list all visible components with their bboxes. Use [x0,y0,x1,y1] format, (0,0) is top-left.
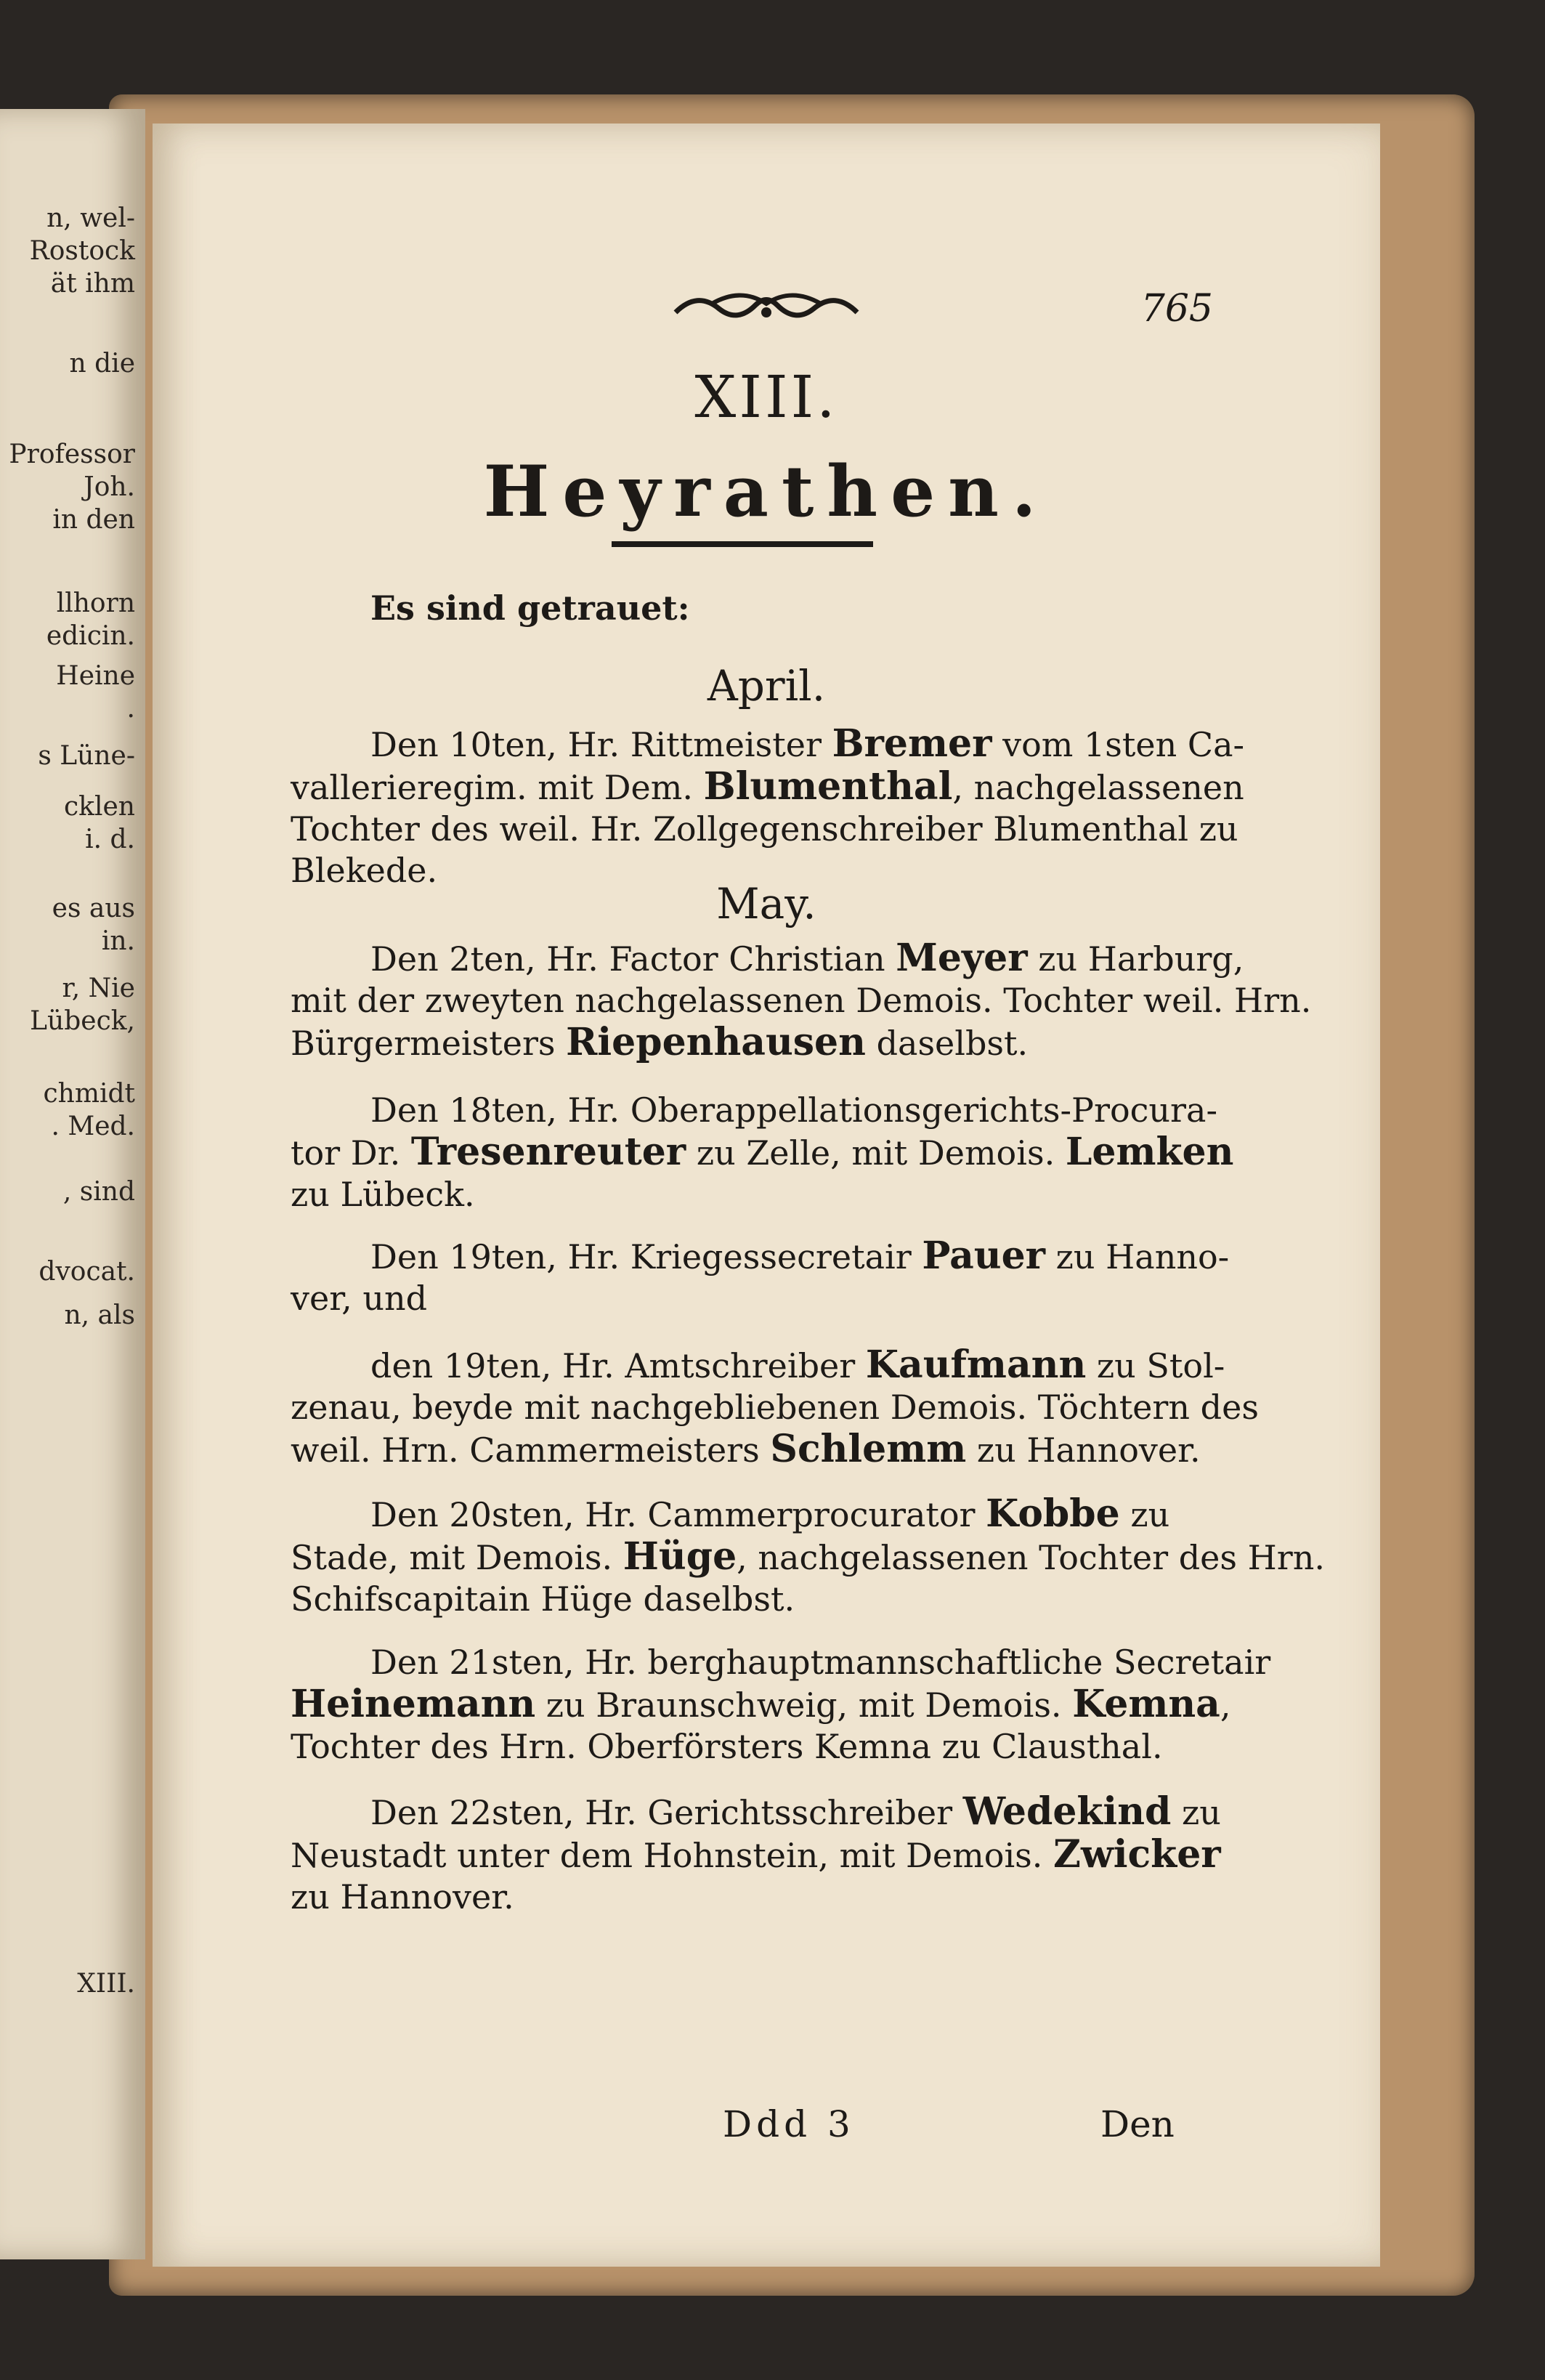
entry-text: zu Hanno- [1045,1237,1230,1276]
entry-line [291,1834,1337,1877]
person-name: Bremer [832,721,992,766]
left-page-fragment: . [126,694,135,724]
left-page-fragment: s Lüne- [38,741,135,771]
entry-text: Neustadt unter dem Hohnstein, mit Demois. [291,1836,1054,1875]
left-page-fragment: in. [101,926,135,956]
left-page-fragment: r, Nie [62,974,135,1003]
section-title: Heyrathen. [483,450,1050,533]
entry-text: mit der zweyten nachgelassenen Demois. Tochter weil. Hrn. [291,981,1312,1020]
entry-line [291,1642,1337,1683]
left-page-fragment: cklen [64,792,135,822]
left-page-fragment: chmidt [43,1079,135,1109]
left-page-fragment: Rostock [29,236,135,266]
person-name: Tresenreuter [410,1130,686,1174]
entry-text: , [1220,1685,1231,1725]
person-name: Blumenthal [703,764,953,809]
left-page-fragment: , sind [62,1177,135,1207]
entry-text: daselbst. [865,1024,1029,1063]
marriage-entry [291,1235,1337,1319]
entry-line [291,1579,1337,1620]
title-rule [612,541,873,547]
entry-text: Den 20sten, Hr. Cammerprocurator [370,1495,986,1534]
person-name: Meyer [896,936,1028,980]
entry-line [291,723,1337,766]
person-name: Hüge [623,1534,737,1579]
marriage-entry [291,937,1337,1064]
left-page-fragment: i. d. [85,825,135,854]
marriage-entry [291,723,1337,891]
entry-line [291,1428,1337,1471]
entry-line [291,1174,1337,1215]
left-page-fragment: Heine [56,661,135,691]
entry-text: zu [1171,1793,1221,1832]
entry-text: tor Dr. [291,1133,411,1173]
left-page-fragment: Joh. [84,472,135,502]
person-name: Zwicker [1053,1832,1221,1877]
page-number: 765 [1140,287,1213,331]
entry-text: zu Hannover. [966,1430,1201,1470]
person-name: Lemken [1065,1130,1234,1174]
left-page-edge [0,109,145,2259]
entry-line [291,937,1337,980]
entry-line [291,766,1337,809]
left-page-fragment: edicin. [46,621,135,651]
entry-text: den 19ten, Hr. Amtschreiber [370,1346,866,1385]
left-page-fragment: llhorn [56,588,135,618]
entry-text: ver, und [291,1279,428,1318]
left-page-fragment: n, wel- [46,203,135,233]
month-heading-may: May. [716,879,816,928]
entry-line [291,1877,1337,1918]
entry-text: Den 10ten, Hr. Rittmeister [370,725,832,764]
entry-text: Den 22sten, Hr. Gerichtsschreiber [370,1793,963,1832]
person-name: Kemna [1072,1682,1220,1726]
entry-text: Den 19ten, Hr. Kriegessecretair [370,1237,922,1276]
left-page-fragment: n die [69,349,135,379]
entry-text: vom 1sten Ca- [992,725,1245,764]
entry-text: Bürgermeisters [291,1024,567,1063]
marriage-entry [291,1090,1337,1215]
entry-text: zu Braunschweig, mit Demois. [535,1685,1073,1725]
signature-mark: Ddd 3 [723,2103,855,2145]
entry-line [291,1235,1337,1278]
left-page-fragment: XIII. [77,1969,135,1999]
person-name: Kaufmann [865,1343,1087,1387]
entry-line [291,1791,1337,1834]
entry-line [291,809,1337,850]
entry-line [291,1344,1337,1387]
entry-text: Tochter des Hrn. Oberförsters Kemna zu Clausthal. [291,1727,1163,1766]
entry-text: zu Zelle, mit Demois. [686,1133,1066,1173]
entry-text: zu Stol- [1086,1346,1225,1385]
person-name: Kobbe [986,1491,1120,1536]
entry-text: weil. Hrn. Cammermeisters [291,1430,771,1470]
person-name: Pauer [922,1234,1046,1278]
entry-text: zu Hannover. [291,1877,514,1916]
left-page-fragment: n, als [64,1300,135,1330]
person-name: Riepenhausen [566,1020,866,1064]
intro-text: Es sind getrauet: [370,588,690,628]
entry-line [291,1387,1337,1428]
catchword: Den [1100,2103,1175,2145]
entry-line [291,1131,1337,1174]
left-page-fragment: Lübeck, [30,1006,135,1036]
left-page-fragment: in den [52,505,135,535]
marriage-entry [291,1493,1337,1620]
left-page-fragment: Professor [9,440,135,469]
section-numeral: XIII. [694,363,838,431]
marriage-entry [291,1642,1337,1768]
entry-text: vallerieregim. mit Dem. [291,768,704,807]
marriage-entry [291,1791,1337,1918]
person-name: Wedekind [962,1789,1172,1834]
entry-text: , nachgelassenen Tochter des Hrn. [737,1538,1325,1577]
entry-text: Stade, mit Demois. [291,1538,623,1577]
entry-line [291,1090,1337,1131]
entry-text: Den 2ten, Hr. Factor Christian [370,939,896,979]
entry-text: zenau, beyde mit nachgebliebenen Demois. Töchtern des [291,1388,1259,1427]
entry-line [291,1536,1337,1579]
entry-text: zu Harburg, [1027,939,1244,979]
entry-text: Den 18ten, Hr. Oberappellationsgerichts-Procura- [370,1090,1218,1130]
entry-line [291,1278,1337,1319]
entry-line [291,1683,1337,1726]
right-page [153,124,1380,2267]
month-heading-april: April. [707,661,826,711]
person-name: Heinemann [291,1682,536,1726]
entry-text: zu Lübeck. [291,1175,475,1214]
marriage-entry [291,1344,1337,1471]
person-name: Schlemm [770,1427,967,1471]
entry-line [291,980,1337,1021]
left-page-fragment: es aus [52,894,135,923]
entry-text: Schifscapitain Hüge daselbst. [291,1579,795,1619]
entry-line [291,1021,1337,1064]
entry-line [291,1493,1337,1536]
entry-text: Tochter des weil. Hr. Zollgegenschreiber Blumenthal zu [291,809,1238,849]
entry-text: , nachgelassenen [952,768,1244,807]
entry-text: zu [1119,1495,1170,1534]
left-page-fragment: . Med. [51,1112,135,1141]
entry-text: Den 21sten, Hr. berghauptmannschaftliche Secretair [370,1643,1271,1682]
entry-line [291,1726,1337,1768]
left-page-fragment: ät ihm [50,269,135,299]
entry-text: Blekede. [291,851,438,890]
left-page-fragment: dvocat. [38,1257,135,1287]
